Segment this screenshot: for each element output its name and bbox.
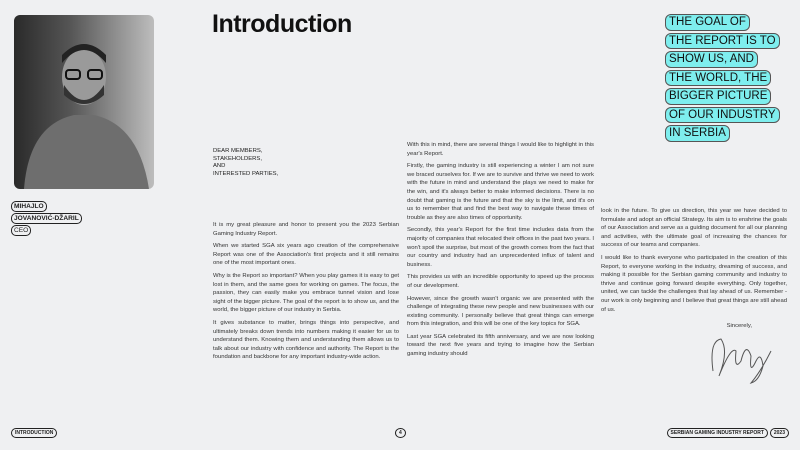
paragraph: It is my great pleasure and honor to present you the 2023 Serbian Gaming Industry Report. <box>213 222 399 237</box>
pull-quote-line: THE WORLD, THE <box>665 70 771 87</box>
salutation-line: DEAR MEMBERS, <box>213 148 263 154</box>
paragraph: Why is the Report so important? When you play games it is easy to get lost in them, and the same goes for working on games. The focus, the passion, they can easily make you embrace tunnel vision and lose sight of the bigger picture. The goal of the report is to show us, and the world, the bigger picture of our industry in Serbia. <box>213 272 399 314</box>
portrait-image <box>14 15 154 189</box>
paragraph: This provides us with an incredible opportunity to speed up the process of our development. <box>407 274 594 289</box>
author-first-name: MIHAJLO <box>11 201 47 212</box>
letter-column-2 <box>407 141 594 363</box>
footer-publication-title: SERBIAN GAMING INDUSTRY REPORT <box>667 428 768 438</box>
footer-year: 2023 <box>770 428 789 438</box>
footer-section-label: INTRODUCTION <box>11 428 57 438</box>
salutation-line: AND <box>213 163 226 169</box>
paragraph: Last year SGA celebrated its fifth anniversary, and we are now looking toward the next five years and trying to imagine how the Serbian gaming industry should <box>407 333 594 358</box>
author-photo <box>14 15 154 189</box>
letter-column-3 <box>601 207 787 386</box>
page-title: Introduction <box>212 10 352 38</box>
salutation-line: INTERESTED PARTIES, <box>213 170 279 177</box>
author-last-name: JOVANOVIĆ-DŽARIL <box>11 213 82 224</box>
pull-quote <box>665 14 780 144</box>
pull-quote-line: BIGGER PICTURE <box>665 88 771 105</box>
footer-right-group <box>667 428 789 438</box>
paragraph: It gives substance to matter, brings things into perspective, and ultimately breaks down trends into numbers making it easier for us to understand them. Knowing them and understanding them allows us to talk about our industry with confidence and authority. The Report is the foundation and backbone for any important industry-wide action. <box>213 319 399 361</box>
page-number: 4 <box>395 428 406 438</box>
signature-image <box>701 331 776 386</box>
letter-column-1 <box>213 221 399 366</box>
paragraph: With this in mind, there are several things I would like to highlight in this year's Report. <box>407 142 594 157</box>
paragraph: Firstly, the gaming industry is still experiencing a winter I am not sure we braced ourselves for. If we are to survive and thrive we need to work with the future in mind and understand the plays we need to make for the win, and it's always better to make informed decisions. There is no doubt that gaming is the future and that the sky is the limit, and it's on us to remember that and find the best way to navigate these times of trouble as they are also times of opportunity. <box>407 163 594 221</box>
pull-quote-line: IN SERBIA <box>665 125 730 142</box>
closing: Sincerely, <box>726 323 752 330</box>
pull-quote-line: THE GOAL OF <box>665 14 750 31</box>
salutation <box>213 148 278 178</box>
paragraph: When we started SGA six years ago creation of the comprehensive Report was one of the Association's first projects and it still remains one of the most important ones. <box>213 243 399 267</box>
author-role: CEO <box>11 225 31 236</box>
paragraph: However, since the growth wasn't organic we are presented with the challenge of integrating these new people and new businesses with our existing community. I personally believe that great things can emerge from this integration, and this will be one of the key topics for SGA. <box>407 295 594 328</box>
paragraph: Secondly, this year's Report for the first time includes data from the majority of companies that relocated their offices in the past two years. I won't spoil the surprise, but most of the growth comes from the fact that our country and industry had an unprecedented influx of talent and business. <box>407 227 594 268</box>
paragraph: look in the future. To give us direction, this year we have decided to formulate and adopt an official Strategy. Its aim is to enshrine the goals of our Association and serve as a guiding document for all our planning and activities, with the ultimate goal of increasing the chances for success of our teams and companies. <box>601 208 787 249</box>
pull-quote-line: SHOW US, AND <box>665 51 758 68</box>
paragraph: I would like to thank everyone who participated in the creation of this Report, to everyone working in the industry, dreaming of success, and making it possible for the Serbian gaming community and industry to thrive and continue going forward despite everything. Only together, united, we can tackle the challenges that lay ahead of us. Remember - our work is only beginning and I believe that great things are still ahead of us. <box>601 254 787 313</box>
salutation-line: STAKEHOLDERS, <box>213 155 262 162</box>
pull-quote-line: THE REPORT IS TO <box>665 33 780 50</box>
author-info <box>11 201 82 237</box>
pull-quote-line: OF OUR INDUSTRY <box>665 107 780 124</box>
